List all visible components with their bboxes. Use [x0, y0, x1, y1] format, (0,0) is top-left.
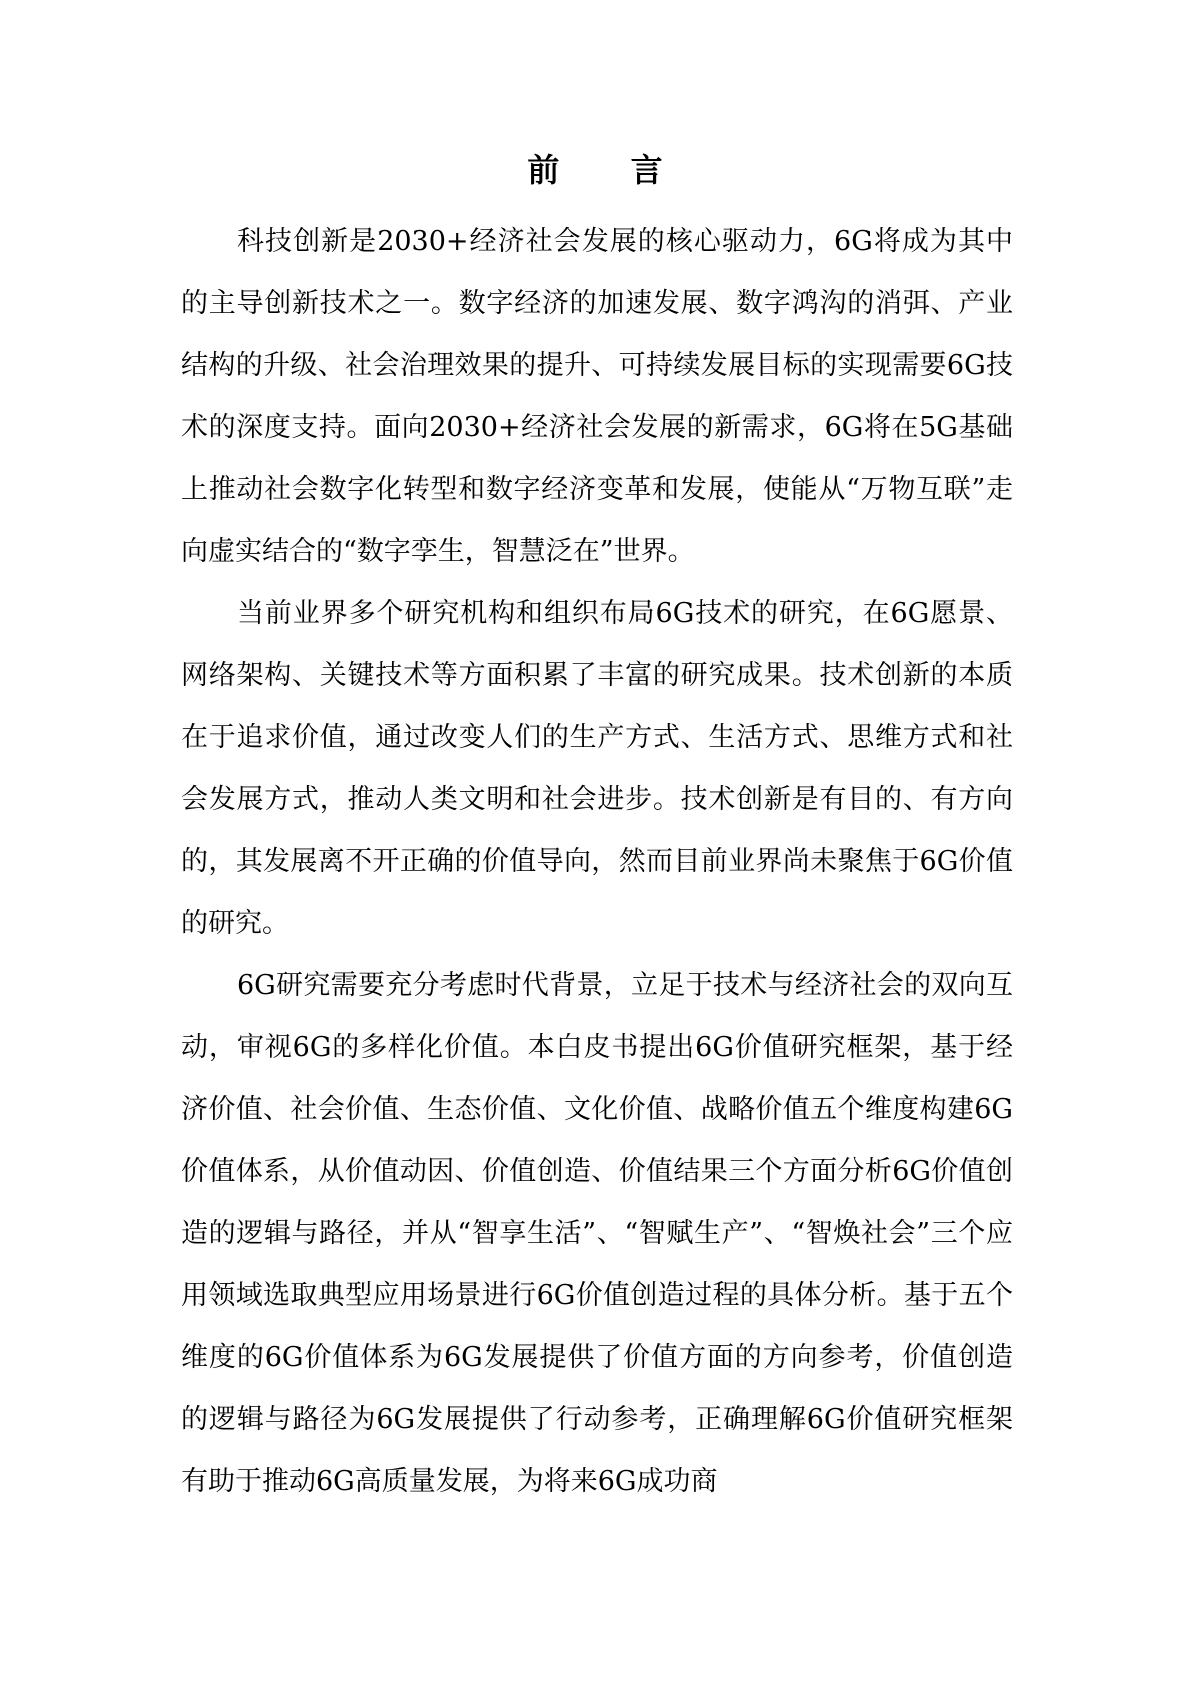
body-text — [181, 211, 1013, 1513]
paragraph-1: 科技创新是2030+经济社会发展的核心驱动力，6G将成为其中的主导创新技术之一。数字经济的加速发展、数字鸿沟的消弭、产业结构的升级、社会治理效果的提升、可持续发展目标的实现需要6G技术的深度支持。面向2030+经济社会发展的新需求，6G将在5G基础上推动社会数字化转型和数字经济变革和发展，使能从“万物互联”走向虚实结合的“数字孪生，智慧泛在”世界。 — [181, 226, 1013, 567]
paragraph-2: 当前业界多个研究机构和组织布局6G技术的研究，在6G愿景、网络架构、关键技术等方面积累了丰富的研究成果。技术创新的本质在于追求价值，通过改变人们的生产方式、生活方式、思维方式和社会发展方式，推动人类文明和社会进步。技术创新是有目的、有方向的，其发展离不开正确的价值导向，然而目前业界尚未聚焦于6G价值的研究。 — [181, 598, 1013, 939]
paragraph-3: 6G研究需要充分考虑时代背景，立足于技术与经济社会的双向互动，审视6G的多样化价值。本白皮书提出6G价值研究框架，基于经济价值、社会价值、生态价值、文化价值、战略价值五个维度构建6G价值体系，从价值动因、价值创造、价值结果三个方面分析6G价值创造的逻辑与路径，并从“智享生活”、“智赋生产”、“智焕社会”三个应用领域选取典型应用场景进行6G价值创造过程的具体分析。基于五个维度的6G价值体系为6G发展提供了价值方面的方向参考，价值创造的逻辑与路径为6G发展提供了行动参考，正确理解6G价值研究框架有助于推动6G高质量发展，为将来6G成功商 — [181, 970, 1013, 1497]
page-title: 前 言 — [527, 151, 693, 189]
